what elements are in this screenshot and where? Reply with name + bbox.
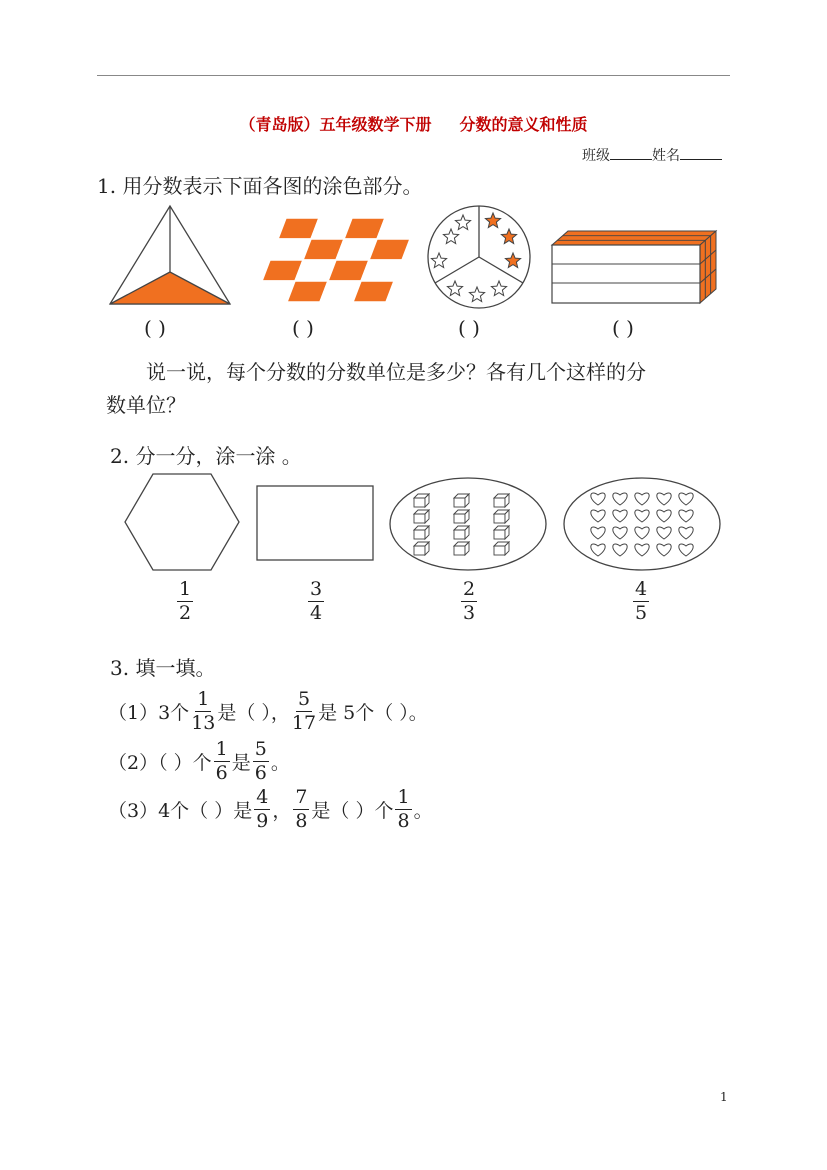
cube-icon xyxy=(494,526,509,539)
numerator: 7 xyxy=(295,786,308,808)
q3-item1-text2[interactable]: 是 5个（ ）。 xyxy=(318,702,428,724)
q2-heart-oval[interactable] xyxy=(562,476,722,572)
q1-answer-blank-1[interactable]: ( ) xyxy=(144,316,166,340)
q1-discussion-line1: 说一说，每个分数的分数单位是多少？各有几个这样的分 xyxy=(146,360,646,384)
fraction xyxy=(254,788,270,831)
denominator: 3 xyxy=(463,602,476,624)
numerator: 4 xyxy=(256,786,269,808)
q1-cuboid-figure xyxy=(550,229,720,305)
q3-item-1 xyxy=(108,690,428,733)
title-sub: 分数的意义和性质 xyxy=(459,115,588,134)
fraction xyxy=(293,788,309,831)
class-blank[interactable] xyxy=(610,147,652,160)
fraction xyxy=(253,740,269,783)
cube-icon xyxy=(454,510,469,523)
denominator: 8 xyxy=(397,810,410,832)
q1-triangle-figure xyxy=(108,204,232,306)
numerator: 1 xyxy=(179,578,192,600)
numerator: 2 xyxy=(463,578,476,600)
q2-prompt: 2. 分一分，涂一涂 。 xyxy=(110,444,302,468)
denominator: 5 xyxy=(635,602,648,624)
checker-cell xyxy=(353,281,394,302)
fraction xyxy=(292,690,316,733)
q3-item3-text3: 。 xyxy=(413,800,433,822)
denominator: 6 xyxy=(215,762,228,784)
cube-icon xyxy=(494,510,509,523)
numerator: 5 xyxy=(254,738,267,760)
denominator: 6 xyxy=(254,762,267,784)
fraction xyxy=(395,788,411,831)
q3-item1-text1[interactable]: 是（ ）， xyxy=(217,702,290,724)
cube-icon xyxy=(414,526,429,539)
denominator: 17 xyxy=(291,712,317,734)
student-info xyxy=(582,145,722,165)
q3-item2-label[interactable]: （2）（ ）个 xyxy=(108,752,212,774)
page-number: 1 xyxy=(720,1090,728,1104)
q1-discussion-line2: 数单位？ xyxy=(106,393,186,417)
q3-item2-text2: 。 xyxy=(270,752,290,774)
cube-icon xyxy=(494,542,509,555)
numerator: 5 xyxy=(297,688,311,710)
class-label: 班级 xyxy=(582,148,610,164)
q2-fraction-1 xyxy=(175,580,195,623)
q1-answer-blank-2[interactable]: ( ) xyxy=(292,316,314,340)
denominator: 8 xyxy=(295,810,308,832)
cube-icon xyxy=(414,542,429,555)
cube-icon xyxy=(454,526,469,539)
q2-fraction-4 xyxy=(631,580,651,623)
cube-icon xyxy=(454,494,469,507)
checker-cell xyxy=(369,239,410,260)
cube-icon xyxy=(414,510,429,523)
q2-cube-oval[interactable] xyxy=(388,476,548,572)
numerator: 1 xyxy=(215,738,228,760)
q1-answer-blank-3[interactable]: ( ) xyxy=(458,316,480,340)
denominator: 4 xyxy=(310,602,323,624)
header-rule xyxy=(97,75,730,76)
name-label: 姓名 xyxy=(652,148,680,164)
fraction xyxy=(191,690,215,733)
numerator: 1 xyxy=(397,786,410,808)
denominator: 9 xyxy=(256,810,269,832)
denominator: 13 xyxy=(191,712,216,734)
q3-item2-text1: 是 xyxy=(231,752,251,774)
q1-answer-blank-4[interactable]: ( ) xyxy=(612,316,634,340)
page-title xyxy=(0,112,827,135)
fraction xyxy=(214,740,230,783)
q3-item1-label: （1）3个 xyxy=(108,702,190,724)
q2-hexagon[interactable] xyxy=(123,472,241,572)
q3-item-3 xyxy=(108,788,433,831)
title-main: （青岛版）五年级数学下册 xyxy=(239,115,432,134)
numerator: 1 xyxy=(197,688,210,710)
cube-icon xyxy=(414,494,429,507)
cube-icon xyxy=(454,542,469,555)
cube-icon xyxy=(494,494,509,507)
numerator: 4 xyxy=(635,578,648,600)
q2-fraction-2 xyxy=(306,580,326,623)
q3-item-2 xyxy=(108,740,290,783)
q3-item3-text1: ， xyxy=(272,800,292,822)
checker-cell xyxy=(361,260,402,281)
q2-rectangle[interactable] xyxy=(255,484,375,562)
q1-prompt: 1. 用分数表示下面各图的涂色部分。 xyxy=(97,174,423,198)
numerator: 3 xyxy=(310,578,323,600)
q1-star-circle xyxy=(425,203,533,311)
q1-checker-parallelogram xyxy=(252,216,412,304)
q2-fraction-3 xyxy=(459,580,479,623)
name-blank[interactable] xyxy=(680,147,722,160)
q3-item3-text2[interactable]: 是（ ）个 xyxy=(311,800,394,822)
denominator: 2 xyxy=(179,602,192,624)
q3-item3-label[interactable]: （3）4个（ ）是 xyxy=(108,800,253,822)
q3-prompt: 3. 填一填。 xyxy=(110,656,216,680)
